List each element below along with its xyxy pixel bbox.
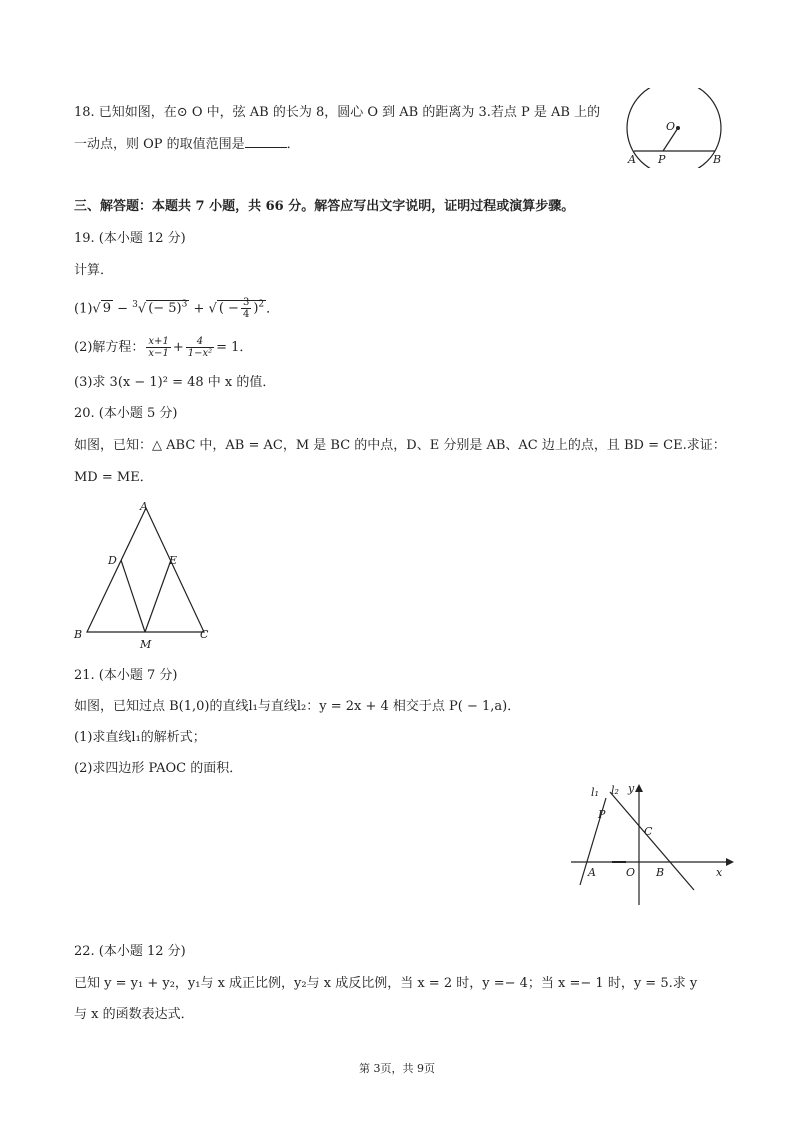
segment-dm	[121, 560, 145, 632]
q19-p1-cbrt-exp: 3	[181, 300, 188, 310]
label-c: C	[644, 825, 653, 838]
q19-part-2	[74, 336, 252, 359]
q19-p2-end: = 1．	[216, 340, 253, 355]
q22-line-1: 已知 y = y₁ + y₂，y₁与 x 成正比例，y₂与 x 成反比例，当 x = 2 时，y =− 4；当 x =− 1 时，y = 5.求 y	[74, 976, 698, 991]
q19-p1-sqrt-9: 9	[102, 301, 111, 317]
q18-answer-blank	[245, 135, 287, 148]
q19-p1-frac-den: 4	[242, 309, 250, 321]
label-l2: l₂	[611, 784, 619, 797]
label-b: B	[656, 866, 665, 879]
triangle-abc	[87, 508, 204, 632]
q19-p2-plus: +	[172, 340, 184, 355]
segment-em	[145, 560, 171, 632]
y-axis-arrow	[635, 784, 643, 792]
q19-p2-f1-num: x+1	[148, 336, 169, 347]
q18-circle-figure	[620, 88, 730, 168]
q19-p1-paren-close: )	[253, 301, 259, 317]
label-a: A	[628, 153, 636, 166]
label-c: C	[200, 628, 209, 641]
label-b: B	[713, 153, 722, 166]
q22-title: 22. (本小题 12 分)	[74, 944, 186, 959]
q19-p1-end: ．	[266, 301, 280, 317]
q19-p2-f2-den: 1−x²	[187, 348, 213, 359]
q19-p1-frac-num: 3	[242, 297, 250, 309]
q19-part-3: (3)求 3(x − 1)² = 48 中 x 的值．	[74, 375, 276, 390]
label-d: D	[108, 554, 117, 567]
q19-p2-frac-2	[186, 336, 214, 359]
q19-p1-cbrt	[146, 300, 189, 316]
label-o: O	[626, 866, 636, 879]
label-e: E	[169, 554, 178, 567]
q18-line-2-text: 一动点，则 OP 的取值范围是	[74, 137, 245, 152]
q19-p1-frac	[241, 297, 251, 320]
label-x: x	[716, 866, 723, 879]
q18-line-2-end: ．	[286, 137, 300, 152]
q18-line-1: 18. 已知如图，在⊙ O 中，弦 AB 的长为 8，圆心 O 到 AB 的距离为 3.若点 P 是 AB 上的	[74, 105, 601, 120]
q19-intro: 计算．	[74, 263, 114, 278]
q22-line-2: 与 x 的函数表达式．	[74, 1007, 194, 1022]
q19-p2-f2-num: 4	[186, 336, 214, 348]
q19-p1-cbrt-body: (− 5)	[148, 301, 182, 317]
q20-line-1: 如图，已知：△ ABC 中，AB = AC，M 是 BC 的中点，D、E 分别是 AB、AC 边上的点，且 BD = CE.求证：	[74, 438, 726, 453]
section-3-heading: 三、解答题：本题共 7 小题，共 66 分。解答应写出文字说明，证明过程或演算步骤。	[74, 199, 575, 214]
q19-p1-plus-sqrt: + √	[189, 301, 217, 317]
page-number: 第 3页，共 9页	[359, 1062, 435, 1075]
q19-p1-exp: 2	[258, 300, 265, 310]
label-p: P	[598, 808, 606, 821]
q19-p2-prefix: (2)解方程：	[74, 340, 145, 355]
q21-graph-figure	[566, 780, 736, 910]
q21-part-1: (1)求直线l₁的解析式；	[74, 730, 206, 745]
label-m: M	[140, 638, 152, 651]
q19-p1-paren-open: ( −	[218, 301, 239, 317]
q18-line-2	[74, 135, 300, 154]
q20-title: 20. (本小题 5 分)	[74, 406, 178, 421]
center-point-o	[676, 126, 680, 130]
label-o: O	[666, 120, 676, 133]
label-p: P	[658, 153, 666, 166]
q21-title: 21. (本小题 7 分)	[74, 668, 178, 683]
label-a: A	[140, 500, 148, 513]
q19-p2-f1-den: x−1	[148, 348, 169, 359]
q19-p1-minus: −	[112, 301, 133, 317]
q19-title: 19. (本小题 12 分)	[74, 231, 186, 246]
q19-p1-sqrt-frac	[217, 297, 266, 321]
q20-line-2: MD = ME．	[74, 470, 153, 485]
q19-p1-prefix: (1)√	[74, 301, 101, 317]
label-y: y	[628, 782, 635, 795]
line-l2	[610, 792, 694, 890]
label-b: B	[74, 628, 83, 641]
x-axis-arrow	[726, 858, 734, 866]
q20-triangle-figure	[70, 498, 220, 653]
label-a: A	[588, 866, 596, 879]
q19-p2-frac-1	[146, 336, 170, 359]
q19-p1-cbrt-index: 3	[132, 300, 138, 310]
q19-part-1: (1)√ 9 − $^3$√ (− 5)$^3$ + √ ( − $\frac{3}{4}$ )$^2$ ．	[74, 297, 280, 321]
q21-part-2: (2)求四边形 PAOC 的面积．	[74, 761, 243, 776]
q21-line-1: 如图，已知过点 B(1,0)的直线l₁与直线l₂：y = 2x + 4 相交于点 P( − 1,a)．	[74, 699, 521, 714]
label-l1: l₁	[591, 786, 599, 799]
